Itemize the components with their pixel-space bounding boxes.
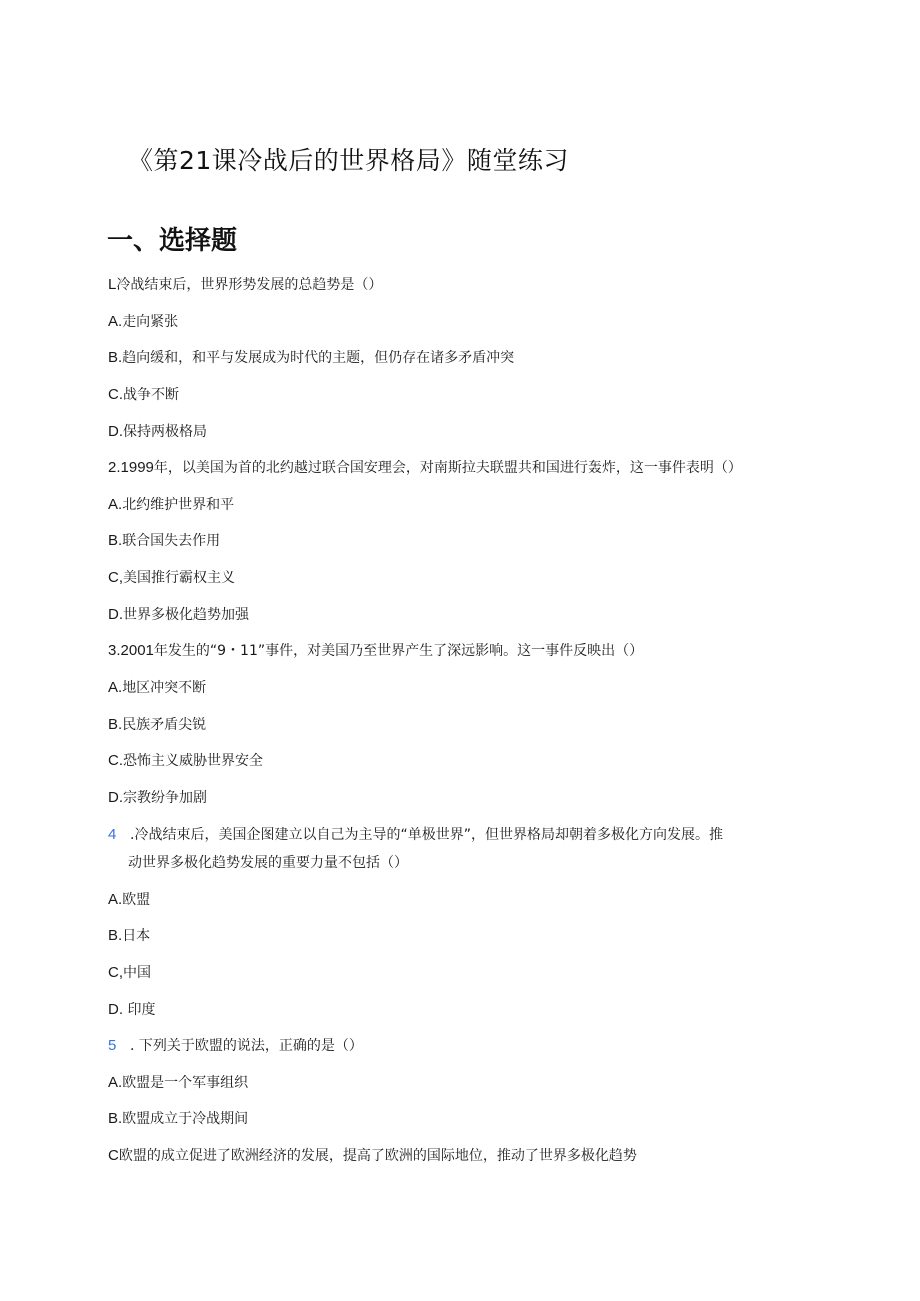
question-1-stem: L冷战结束后，世界形势发展的总趋势是（） [108, 276, 383, 293]
question-2-stem: 2.1999年，以美国为首的北约越过联合国安理会，对南斯拉夫联盟共和国进行轰炸，这一事件表明（） [108, 459, 742, 476]
option-line: D.宗教纷争加剧 [108, 789, 207, 806]
question-5-stem: 5 . 下列关于欧盟的说法，正确的是（） [108, 1035, 363, 1057]
option-line: D. 印度 [108, 1001, 156, 1018]
option-line: C,中国 [108, 964, 151, 981]
section-heading: 一、选择题 [107, 226, 238, 256]
option-line: B.欧盟成立于冷战期间 [108, 1110, 249, 1127]
question-number: 5 [108, 1037, 117, 1054]
option-line: A.欧盟 [108, 891, 151, 908]
option-line: A.地区冲突不断 [108, 679, 207, 696]
option-line: C.恐怖主义威胁世界安全 [108, 752, 263, 769]
option-line: C,美国推行霸权主义 [108, 569, 235, 586]
question-4-stem: 4 .冷战结束后，美国企图建立以自己为主导的“单极世界”，但世界格局却朝着多极化方向发展。推 [108, 824, 723, 846]
option-line: A.欧盟是一个军事组织 [108, 1074, 249, 1091]
option-line: A.北约维护世界和平 [108, 496, 235, 513]
option-line: C欧盟的成立促进了欧洲经济的发展，提高了欧洲的国际地位，推动了世界多极化趋势 [108, 1147, 637, 1164]
document-title: 《第21课冷战后的世界格局》随堂练习 [128, 146, 569, 175]
option-line: B.趋向缓和，和平与发展成为时代的主题，但仍存在诸多矛盾冲突 [108, 349, 515, 366]
option-line: B.日本 [108, 927, 151, 944]
question-number: 4 [108, 826, 117, 843]
option-line: D.世界多极化趋势加强 [108, 606, 249, 623]
option-line: B.联合国失去作用 [108, 532, 221, 549]
option-line: D.保持两极格局 [108, 423, 207, 440]
question-3-stem: 3.2001年发生的“9・11”事件，对美国乃至世界产生了深远影响。这一事件反映出（） [108, 642, 644, 659]
option-line: B.民族矛盾尖锐 [108, 716, 207, 733]
option-line: C.战争不断 [108, 386, 179, 403]
option-line: A.走向紧张 [108, 313, 179, 330]
question-4-stem-continued: 动世界多极化趋势发展的重要力量不包括（） [128, 855, 408, 871]
